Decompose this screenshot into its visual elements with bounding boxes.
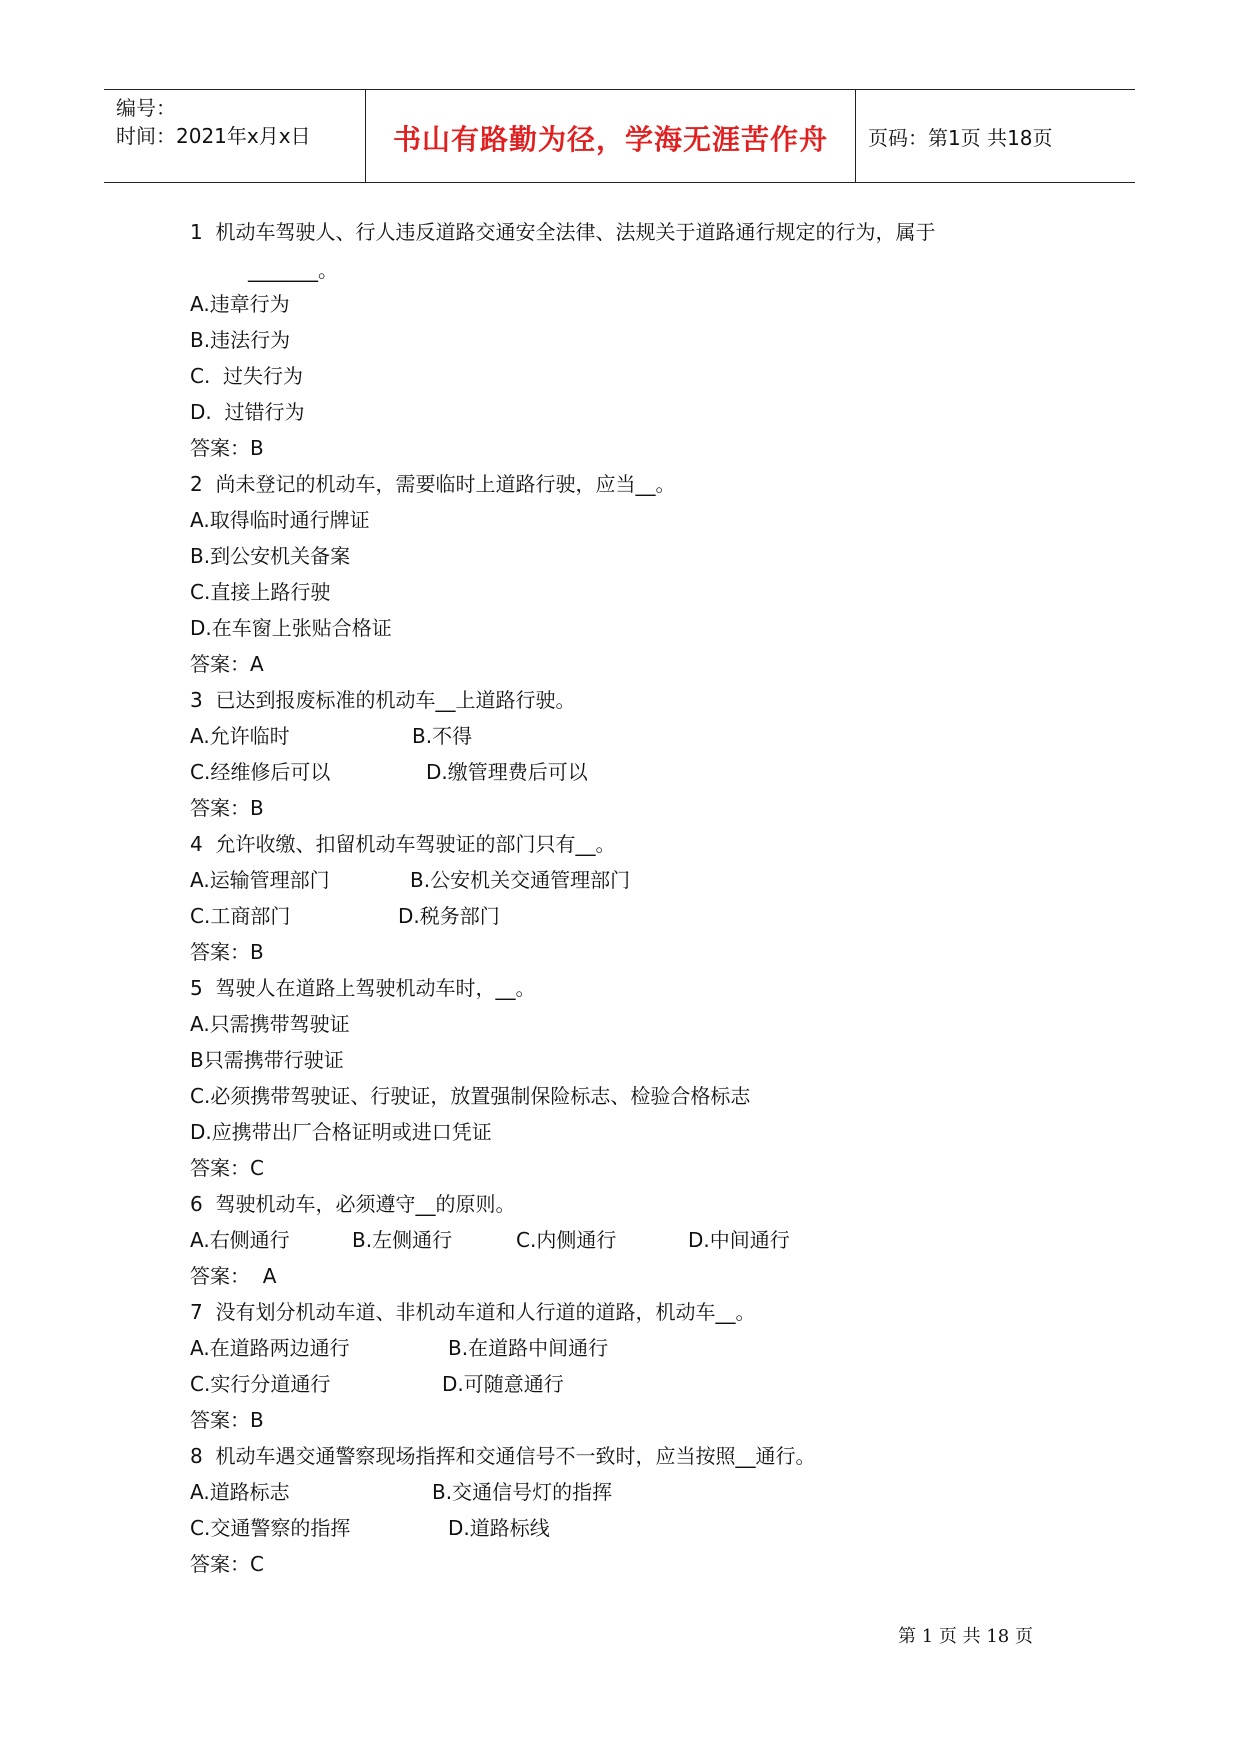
answer-3: 答案：B: [190, 796, 264, 820]
option-1a: A.违章行为: [190, 292, 290, 316]
answer-6: 答案： A: [190, 1264, 277, 1288]
question-6-text: 6 驾驶机动车，必须遵守__的原则。: [190, 1192, 516, 1216]
answer-4: 答案：B: [190, 940, 264, 964]
motto-title: 书山有路勤为径，学海无涯苦作舟: [392, 123, 828, 156]
question-5-text: 5 驾驶人在道路上驾驶机动车时，__。: [190, 976, 536, 1000]
option-7b: B.在道路中间通行: [448, 1336, 609, 1360]
option-4a: A.运输管理部门: [190, 868, 330, 892]
option-7d: D.可随意通行: [442, 1372, 564, 1396]
question-8-text: 8 机动车遇交通警察现场指挥和交通信号不一致时，应当按照__通行。: [190, 1444, 816, 1468]
option-2a: A.取得临时通行牌证: [190, 508, 370, 532]
question-4-text: 4 允许收缴、扣留机动车驾驶证的部门只有__。: [190, 832, 616, 856]
option-2b: B.到公安机关备案: [190, 544, 351, 568]
option-8c: C.交通警察的指挥: [190, 1516, 351, 1540]
option-8d: D.道路标线: [448, 1516, 550, 1540]
question-2-text: 2 尚未登记的机动车，需要临时上道路行驶，应当__。: [190, 472, 676, 496]
option-3c: C.经维修后可以: [190, 760, 331, 784]
option-8a: A.道路标志: [190, 1480, 290, 1504]
option-2c: C.直接上路行驶: [190, 580, 331, 604]
document-time-label: 时间：2021年x月x日: [116, 124, 311, 148]
page-footer: 第 1 页 共 18 页: [898, 1626, 1033, 1647]
option-5d: D.应携带出厂合格证明或进口凭证: [190, 1120, 492, 1144]
option-8b: B.交通信号灯的指挥: [432, 1480, 613, 1504]
option-1c: C. 过失行为: [190, 364, 304, 388]
question-1-text: 1 机动车驾驶人、行人违反道路交通安全法律、法规关于道路通行规定的行为，属于: [190, 220, 936, 244]
option-7a: A.在道路两边通行: [190, 1336, 350, 1360]
option-5c: C.必须携带驾驶证、行驶证，放置强制保险标志、检验合格标志: [190, 1084, 751, 1108]
option-5a: A.只需携带驾驶证: [190, 1012, 350, 1036]
option-6c: C.内侧通行: [516, 1228, 617, 1252]
question-7-text: 7 没有划分机动车道、非机动车道和人行道的道路，机动车__。: [190, 1300, 756, 1324]
question-3-text: 3 已达到报废标准的机动车__上道路行驶。: [190, 688, 576, 712]
option-6a: A.右侧通行: [190, 1228, 290, 1252]
option-3d: D.缴管理费后可以: [426, 760, 588, 784]
option-6b: B.左侧通行: [352, 1228, 453, 1252]
option-6d: D.中间通行: [688, 1228, 790, 1252]
option-4d: D.税务部门: [398, 904, 500, 928]
question-1-blank: _______。: [248, 258, 338, 282]
option-5b: B只需携带行驶证: [190, 1048, 344, 1072]
answer-7: 答案：B: [190, 1408, 264, 1432]
option-7c: C.实行分道通行: [190, 1372, 331, 1396]
answer-5: 答案：C: [190, 1156, 264, 1180]
option-2d: D.在车窗上张贴合格证: [190, 616, 392, 640]
option-4b: B.公安机关交通管理部门: [410, 868, 631, 892]
option-4c: C.工商部门: [190, 904, 291, 928]
answer-2: 答案：A: [190, 652, 264, 676]
answer-1: 答案：B: [190, 436, 264, 460]
answer-8: 答案：C: [190, 1552, 264, 1576]
page-code: 页码：第1页 共18页: [868, 126, 1053, 150]
option-3a: A.允许临时: [190, 724, 290, 748]
option-1d: D. 过错行为: [190, 400, 305, 424]
option-3b: B.不得: [412, 724, 473, 748]
document-number-label: 编号：: [116, 96, 176, 120]
option-1b: B.违法行为: [190, 328, 291, 352]
